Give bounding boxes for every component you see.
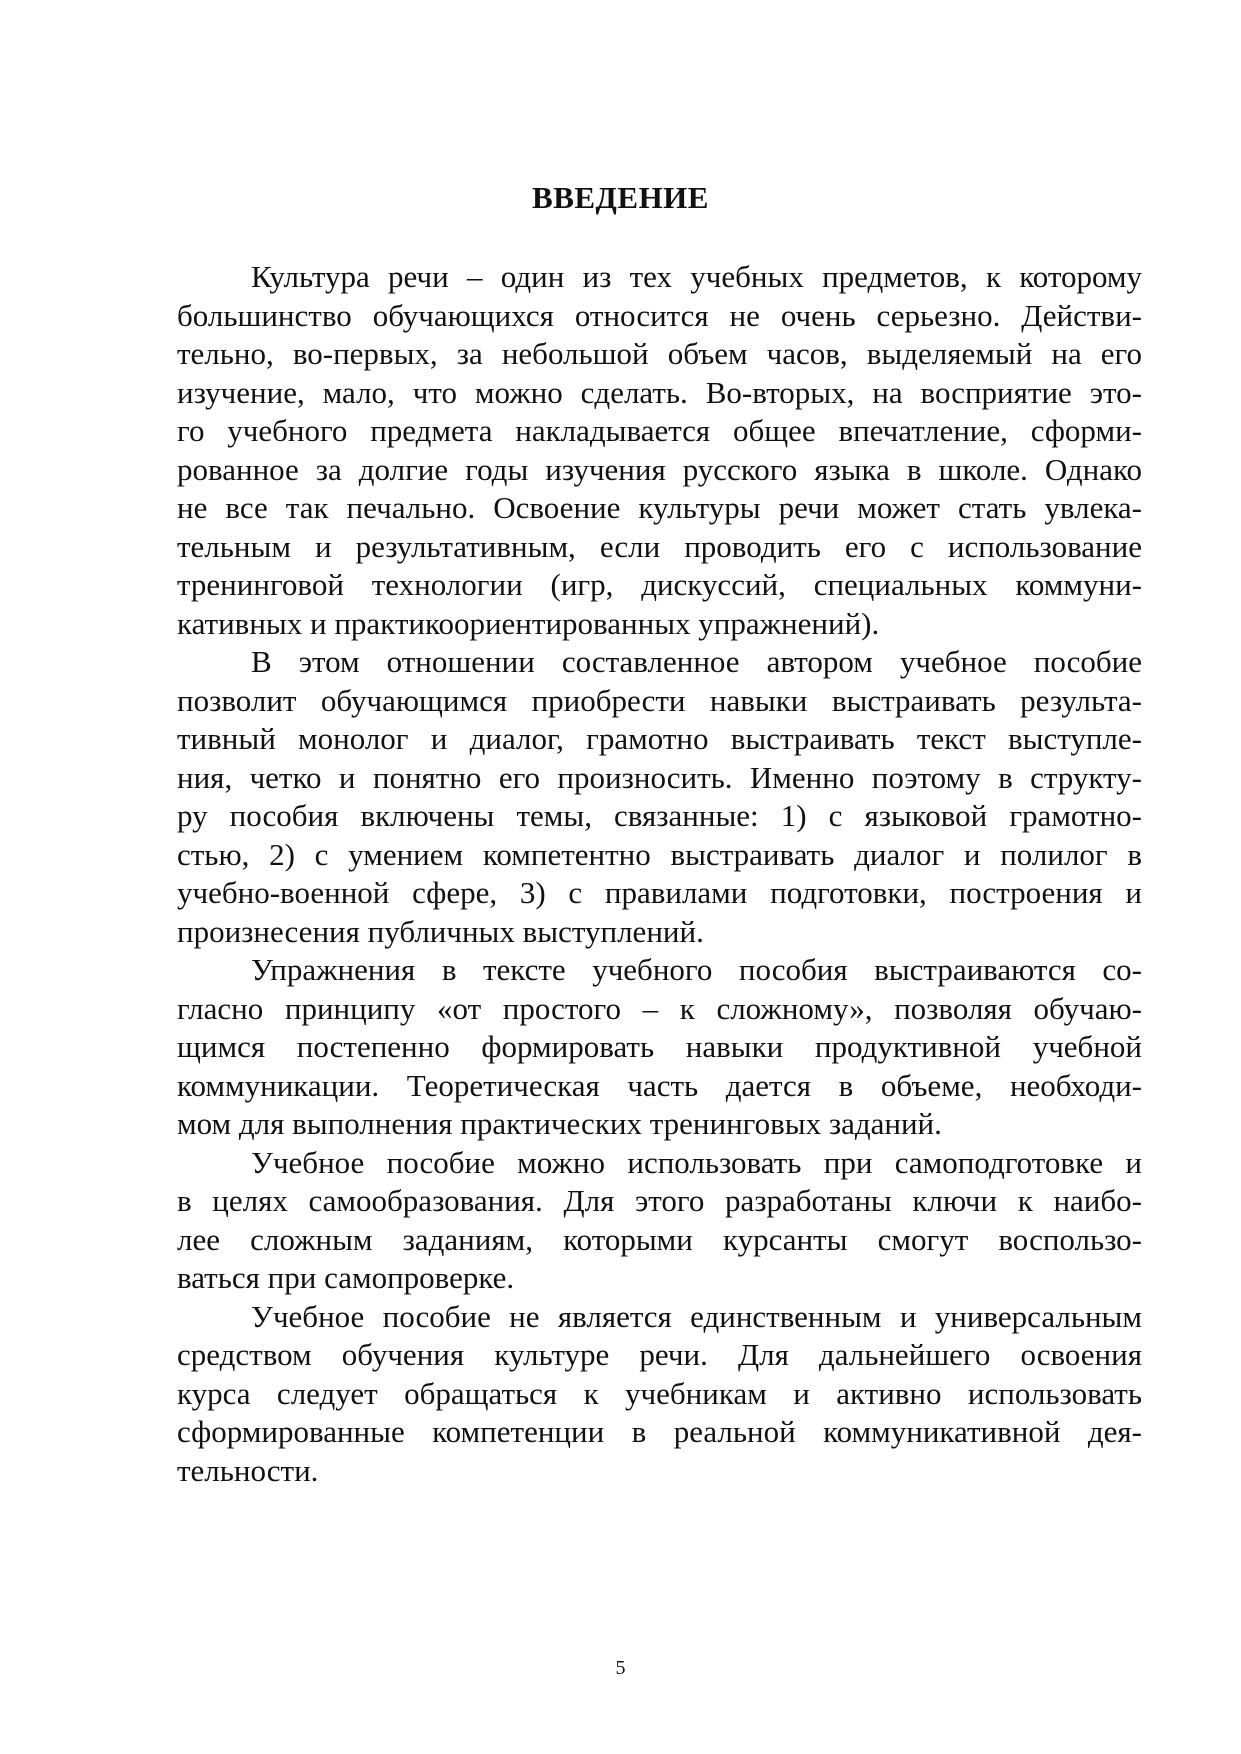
text-line: сформированные компетенции в реальной коммуникативной дея- <box>177 1414 1142 1449</box>
text-line: курса следует обращаться к учебникам и активно использовать <box>177 1375 1142 1411</box>
text-line: тельным и результативным, если проводить его с использование <box>177 528 1142 564</box>
text-line: В этом отношении составленное автором учебное пособие <box>251 644 1142 679</box>
paragraph <box>177 258 1142 643</box>
paragraph <box>177 951 1142 1144</box>
text-line: гласно принципу «от простого – к сложному», позволяя обучаю- <box>177 990 1142 1026</box>
text-line: позволит обучающимся приобрести навыки выстраивать результа- <box>177 682 1142 718</box>
text-line: большинство обучающихся относится не очень серьезно. Действи- <box>177 297 1142 333</box>
text-line: лее сложным заданиям, которыми курсанты смогут воспользо- <box>177 1221 1142 1257</box>
text-line: го учебного предмета накладывается общее впечатление, сформи- <box>177 413 1142 448</box>
text-line: щимся постепенно формировать навыки продуктивной учебной <box>177 1029 1142 1064</box>
text-line: кативных и практикоориентированных упражнений). <box>177 605 880 641</box>
text-line: не все так печально. Освоение культуры речи может стать увлека- <box>177 490 1142 525</box>
page-title: ВВЕДЕНИЕ <box>532 180 709 215</box>
paragraph <box>177 1144 1142 1298</box>
paragraph <box>177 643 1142 951</box>
text-line: средством обучения культуре речи. Для дальнейшего освоения <box>177 1337 1142 1372</box>
text-line: Культура речи – один из тех учебных предметов, к которому <box>251 259 1142 294</box>
text-line: ваться при самопроверке. <box>177 1260 515 1295</box>
text-line: рованное за долгие годы изучения русского языка в школе. Однако <box>177 451 1142 487</box>
text-line: ния, четко и понятно его произносить. Именно поэтому в структу- <box>177 759 1142 795</box>
text-line: тренинговой технологии (игр, дискуссий, специальных коммуни- <box>177 567 1142 602</box>
text-line: стью, 2) с умением компетентно выстраивать диалог и полилог в <box>177 836 1142 872</box>
text-line: мом для выполнения практических тренинговых заданий. <box>177 1106 942 1141</box>
text-line: Учебное пособие не является единственным и универсальным <box>251 1298 1142 1334</box>
page-number: 5 <box>615 1657 626 1679</box>
text-line: в целях самообразования. Для этого разработаны ключи к наибо- <box>177 1183 1142 1218</box>
text-line: Упражнения в тексте учебного пособия выстраиваются со- <box>251 952 1142 987</box>
text-line: ру пособия включены темы, связанные: 1) с языковой грамотно- <box>177 798 1142 833</box>
text-line: изучение, мало, что можно сделать. Во-вторых, на восприятие это- <box>177 374 1142 410</box>
text-line: тивный монолог и диалог, грамотно выстраивать текст выступле- <box>177 721 1142 756</box>
text-line: учебно-военной сфере, 3) с правилами подготовки, построения и <box>177 875 1142 910</box>
text-line: тельно, во-первых, за небольшой объем часов, выделяемый на его <box>177 336 1142 371</box>
body-text <box>177 258 1142 1490</box>
text-line: коммуникации. Теоретическая часть дается в объеме, необходи- <box>177 1067 1142 1103</box>
paragraph <box>177 1298 1142 1491</box>
text-line: Учебное пособие можно использовать при самоподготовке и <box>251 1144 1142 1180</box>
text-line: произнесения публичных выступлений. <box>177 913 704 949</box>
text-line: тельности. <box>177 1452 319 1488</box>
